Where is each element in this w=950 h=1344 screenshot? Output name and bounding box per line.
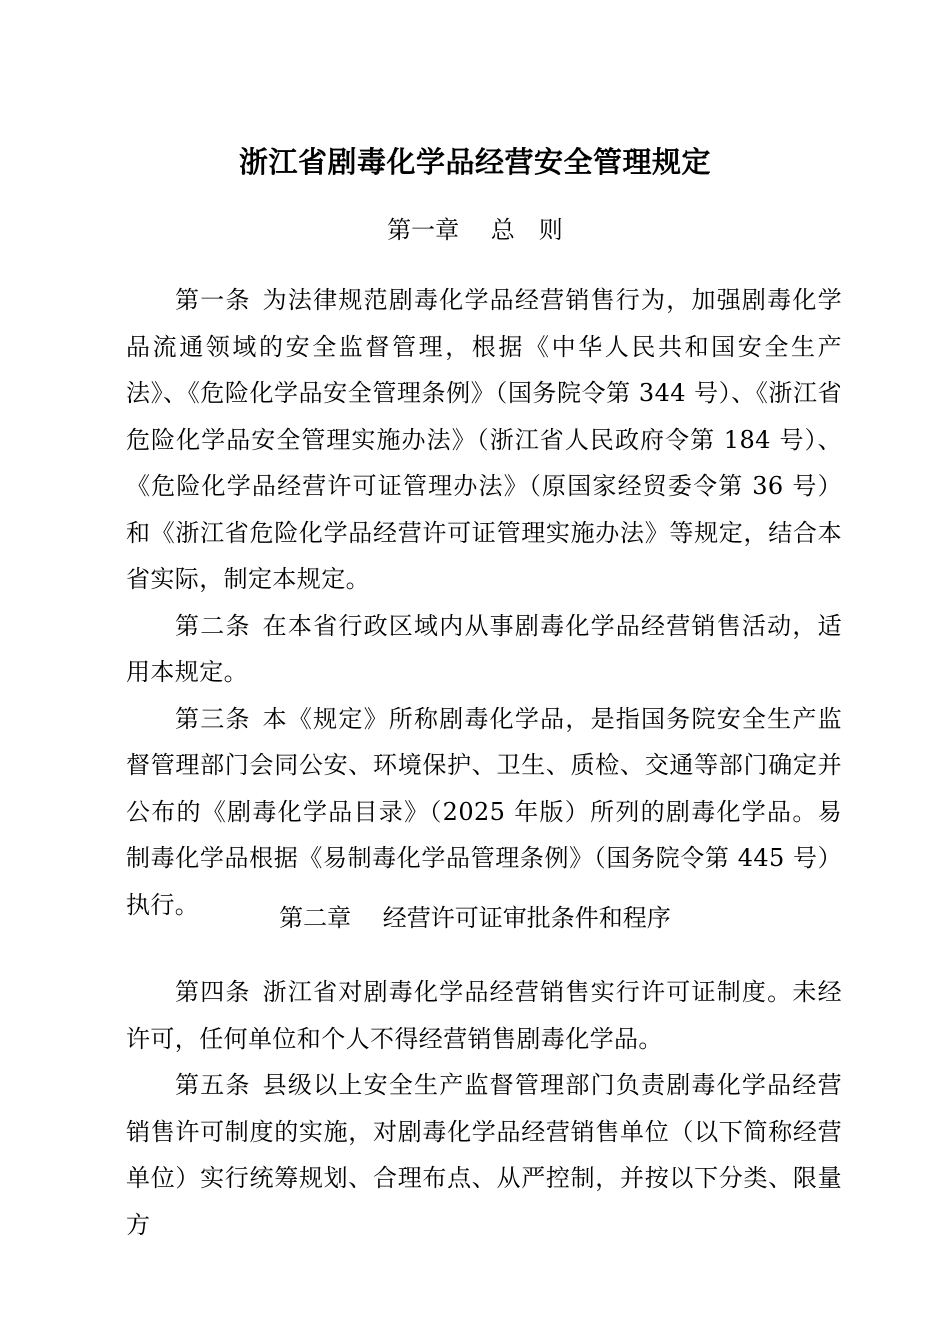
chapter-2-body [126,969,842,1248]
article-4 [126,969,842,1062]
article-label: 第四条 [175,978,251,1006]
article-text: 在本省行政区域内从事剧毒化学品经营销售活动，适用本规定。 [126,611,842,686]
article-1 [126,277,842,603]
article-2 [126,603,842,696]
article-3 [126,696,842,929]
article-text: 县级以上安全生产监督管理部门负责剧毒化学品经营销售许可制度的实施，对剧毒化学品经营销售单位（以下简称经营单位）实行统筹规划、合理布点、从严控制，并按以下分类、限量方 [126,1071,842,1239]
article-label: 第二条 [175,611,251,640]
article-label: 第三条 [175,704,251,733]
article-text: 本《规定》所称剧毒化学品，是指国务院安全生产监督管理部门会同公安、环境保护、卫生、质检、交通等部门确定并公布的《剧毒化学品目录》（2025 年版）所列的剧毒化学品。易制毒化学品根据《易制毒化学品管理条例》（国务院令第 445 号）执行。 [126,704,842,919]
article-label: 第一条 [175,286,251,314]
article-label: 第五条 [175,1071,251,1099]
article-text: 为法律规范剧毒化学品经营销售行为，加强剧毒化学品流通领域的安全监督管理，根据《中华人民共和国安全生产法》、《危险化学品安全管理条例》（国务院令第 344 号）、《浙江省危险化学品安全管理实施办法》（浙江省人民政府令第 184 号）、《危险化学品经营许可证管理办法》（原国家经贸委令第 36 号）和《浙江省危险化学品经营许可证管理实施办法》等规定，结合本省实际，制定本规定。 [126,286,842,593]
article-text: 浙江省对剧毒化学品经营销售实行许可证制度。未经许可，任何单位和个人不得经营销售剧毒化学品。 [126,978,842,1053]
chapter-2-heading: 第二章 经营许可证审批条件和程序 [279,904,671,932]
document-title: 浙江省剧毒化学品经营安全管理规定 [238,145,711,179]
chapter-1-body [126,277,842,928]
article-5 [126,1062,842,1248]
chapter-1-heading: 第一章 总 则 [387,216,563,244]
